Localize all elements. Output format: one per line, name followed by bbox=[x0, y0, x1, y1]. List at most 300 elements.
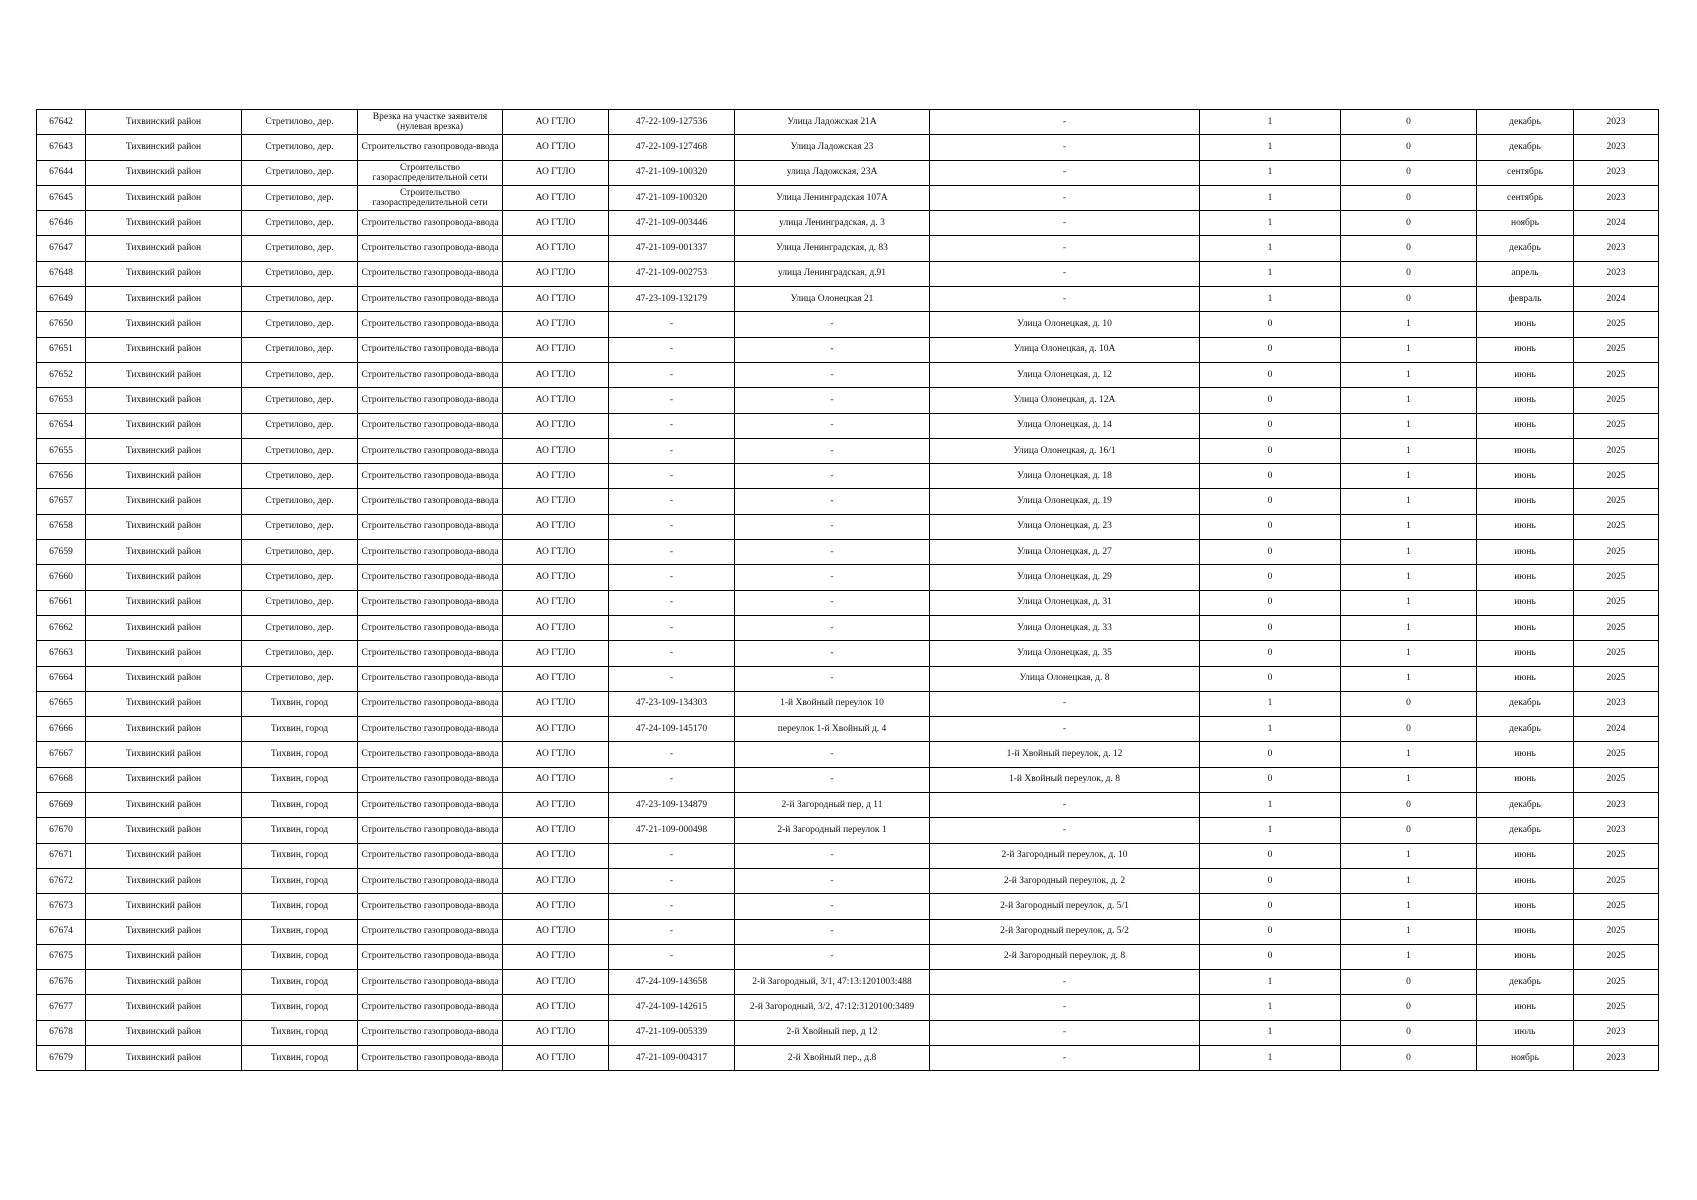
cell-application-number: - bbox=[609, 767, 735, 792]
cell-organization: АО ГТЛО bbox=[503, 666, 609, 691]
cell-count-a: 1 bbox=[1200, 160, 1341, 185]
cell-year: 2025 bbox=[1574, 868, 1659, 893]
cell-count-a: 0 bbox=[1200, 489, 1341, 514]
cell-application-number: - bbox=[609, 944, 735, 969]
cell-year: 2025 bbox=[1574, 742, 1659, 767]
cell-year: 2025 bbox=[1574, 919, 1659, 944]
cell-address: Улица Ладожская 23 bbox=[735, 135, 930, 160]
cell-district: Тихвинский район bbox=[86, 438, 242, 463]
cell-application-number: - bbox=[609, 388, 735, 413]
cell-id: 67654 bbox=[37, 413, 86, 438]
cell-district: Тихвинский район bbox=[86, 590, 242, 615]
cell-district: Тихвинский район bbox=[86, 540, 242, 565]
cell-month: декабрь bbox=[1477, 110, 1574, 135]
cell-application-number: - bbox=[609, 742, 735, 767]
cell-organization: АО ГТЛО bbox=[503, 388, 609, 413]
cell-work-type: Строительство газопровода-ввода bbox=[358, 767, 503, 792]
cell-count-b: 1 bbox=[1341, 641, 1477, 666]
cell-count-a: 1 bbox=[1200, 110, 1341, 135]
cell-id: 67679 bbox=[37, 1045, 86, 1070]
table-row bbox=[37, 944, 1659, 969]
cell-planned-address: - bbox=[930, 135, 1200, 160]
table-row bbox=[37, 261, 1659, 286]
cell-district: Тихвинский район bbox=[86, 970, 242, 995]
cell-count-b: 0 bbox=[1341, 691, 1477, 716]
cell-month: июнь bbox=[1477, 843, 1574, 868]
cell-organization: АО ГТЛО bbox=[503, 818, 609, 843]
cell-work-type: Строительство газопровода-ввода bbox=[358, 666, 503, 691]
table-row bbox=[37, 489, 1659, 514]
cell-work-type: Строительство газопровода-ввода bbox=[358, 236, 503, 261]
cell-work-type: Строительство газопровода-ввода bbox=[358, 362, 503, 387]
cell-settlement: Тихвин, город bbox=[242, 894, 358, 919]
cell-address: - bbox=[735, 337, 930, 362]
cell-year: 2025 bbox=[1574, 362, 1659, 387]
cell-planned-address: - bbox=[930, 110, 1200, 135]
cell-year: 2025 bbox=[1574, 995, 1659, 1020]
table-row bbox=[37, 337, 1659, 362]
cell-count-a: 1 bbox=[1200, 287, 1341, 312]
cell-settlement: Стретилово, дер. bbox=[242, 590, 358, 615]
cell-work-type: Строительство газопровода-ввода bbox=[358, 312, 503, 337]
cell-year: 2025 bbox=[1574, 464, 1659, 489]
cell-settlement: Тихвин, город bbox=[242, 970, 358, 995]
cell-address: - bbox=[735, 894, 930, 919]
cell-address: - bbox=[735, 742, 930, 767]
cell-address: - bbox=[735, 438, 930, 463]
cell-count-b: 0 bbox=[1341, 1020, 1477, 1045]
cell-settlement: Тихвин, город bbox=[242, 742, 358, 767]
cell-count-a: 0 bbox=[1200, 413, 1341, 438]
table-row bbox=[37, 362, 1659, 387]
cell-id: 67649 bbox=[37, 287, 86, 312]
cell-month: июнь bbox=[1477, 540, 1574, 565]
cell-application-number: 47-21-109-005339 bbox=[609, 1020, 735, 1045]
cell-organization: АО ГТЛО bbox=[503, 185, 609, 210]
cell-count-a: 0 bbox=[1200, 438, 1341, 463]
cell-count-b: 1 bbox=[1341, 666, 1477, 691]
cell-application-number: - bbox=[609, 641, 735, 666]
cell-settlement: Стретилово, дер. bbox=[242, 540, 358, 565]
cell-month: декабрь bbox=[1477, 691, 1574, 716]
data-table bbox=[36, 109, 1659, 1071]
cell-count-b: 0 bbox=[1341, 160, 1477, 185]
cell-organization: АО ГТЛО bbox=[503, 717, 609, 742]
cell-address: - bbox=[735, 540, 930, 565]
cell-planned-address: Улица Олонецкая, д. 29 bbox=[930, 565, 1200, 590]
cell-year: 2025 bbox=[1574, 413, 1659, 438]
cell-year: 2025 bbox=[1574, 337, 1659, 362]
cell-address: 2-й Хвойный пер, д 12 bbox=[735, 1020, 930, 1045]
cell-year: 2025 bbox=[1574, 615, 1659, 640]
cell-year: 2025 bbox=[1574, 666, 1659, 691]
cell-planned-address: - bbox=[930, 818, 1200, 843]
cell-settlement: Стретилово, дер. bbox=[242, 615, 358, 640]
cell-count-b: 1 bbox=[1341, 944, 1477, 969]
cell-application-number: 47-24-109-143658 bbox=[609, 970, 735, 995]
cell-year: 2025 bbox=[1574, 438, 1659, 463]
cell-planned-address: 1-й Хвойный переулок, д. 8 bbox=[930, 767, 1200, 792]
cell-settlement: Тихвин, город bbox=[242, 793, 358, 818]
cell-settlement: Стретилово, дер. bbox=[242, 464, 358, 489]
cell-district: Тихвинский район bbox=[86, 793, 242, 818]
cell-count-a: 1 bbox=[1200, 818, 1341, 843]
cell-address: 2-й Загородный, 3/2, 47:12:3120100:3489 bbox=[735, 995, 930, 1020]
cell-application-number: - bbox=[609, 894, 735, 919]
cell-district: Тихвинский район bbox=[86, 843, 242, 868]
cell-count-b: 1 bbox=[1341, 514, 1477, 539]
cell-count-b: 1 bbox=[1341, 767, 1477, 792]
cell-district: Тихвинский район bbox=[86, 666, 242, 691]
cell-planned-address: Улица Олонецкая, д. 10А bbox=[930, 337, 1200, 362]
cell-year: 2025 bbox=[1574, 565, 1659, 590]
cell-application-number: 47-21-109-004317 bbox=[609, 1045, 735, 1070]
cell-district: Тихвинский район bbox=[86, 261, 242, 286]
cell-settlement: Стретилово, дер. bbox=[242, 236, 358, 261]
cell-settlement: Стретилово, дер. bbox=[242, 211, 358, 236]
cell-work-type: Врезка на участке заявителя (нулевая врезка) bbox=[358, 110, 503, 135]
table-row bbox=[37, 464, 1659, 489]
cell-count-a: 1 bbox=[1200, 211, 1341, 236]
cell-district: Тихвинский район bbox=[86, 362, 242, 387]
cell-organization: АО ГТЛО bbox=[503, 970, 609, 995]
cell-application-number: - bbox=[609, 312, 735, 337]
cell-address: - bbox=[735, 312, 930, 337]
cell-organization: АО ГТЛО bbox=[503, 565, 609, 590]
cell-organization: АО ГТЛО bbox=[503, 691, 609, 716]
cell-id: 67655 bbox=[37, 438, 86, 463]
cell-month: июнь bbox=[1477, 641, 1574, 666]
cell-count-a: 1 bbox=[1200, 1020, 1341, 1045]
cell-month: июнь bbox=[1477, 388, 1574, 413]
cell-count-b: 1 bbox=[1341, 894, 1477, 919]
cell-count-a: 0 bbox=[1200, 590, 1341, 615]
cell-application-number: - bbox=[609, 919, 735, 944]
cell-count-b: 0 bbox=[1341, 793, 1477, 818]
cell-district: Тихвинский район bbox=[86, 388, 242, 413]
cell-count-b: 1 bbox=[1341, 868, 1477, 893]
cell-year: 2023 bbox=[1574, 185, 1659, 210]
cell-month: июнь bbox=[1477, 666, 1574, 691]
cell-address: - bbox=[735, 615, 930, 640]
cell-id: 67656 bbox=[37, 464, 86, 489]
cell-application-number: - bbox=[609, 565, 735, 590]
cell-settlement: Тихвин, город bbox=[242, 1020, 358, 1045]
cell-count-a: 0 bbox=[1200, 565, 1341, 590]
cell-month: июнь bbox=[1477, 767, 1574, 792]
cell-address: - bbox=[735, 944, 930, 969]
cell-id: 67670 bbox=[37, 818, 86, 843]
cell-organization: АО ГТЛО bbox=[503, 312, 609, 337]
cell-year: 2023 bbox=[1574, 1020, 1659, 1045]
cell-district: Тихвинский район bbox=[86, 185, 242, 210]
cell-application-number: 47-24-109-142615 bbox=[609, 995, 735, 1020]
cell-settlement: Стретилово, дер. bbox=[242, 666, 358, 691]
cell-planned-address: Улица Олонецкая, д. 14 bbox=[930, 413, 1200, 438]
cell-address: - bbox=[735, 767, 930, 792]
cell-month: декабрь bbox=[1477, 793, 1574, 818]
cell-year: 2025 bbox=[1574, 312, 1659, 337]
cell-id: 67671 bbox=[37, 843, 86, 868]
table-row bbox=[37, 388, 1659, 413]
cell-district: Тихвинский район bbox=[86, 464, 242, 489]
cell-address: - bbox=[735, 565, 930, 590]
table-row bbox=[37, 717, 1659, 742]
cell-year: 2025 bbox=[1574, 590, 1659, 615]
cell-year: 2025 bbox=[1574, 970, 1659, 995]
cell-settlement: Стретилово, дер. bbox=[242, 312, 358, 337]
cell-year: 2023 bbox=[1574, 793, 1659, 818]
cell-application-number: - bbox=[609, 615, 735, 640]
cell-count-a: 0 bbox=[1200, 514, 1341, 539]
cell-address: улица Ленинградская, д.91 bbox=[735, 261, 930, 286]
cell-address: - bbox=[735, 590, 930, 615]
table-row bbox=[37, 818, 1659, 843]
cell-id: 67646 bbox=[37, 211, 86, 236]
cell-organization: АО ГТЛО bbox=[503, 362, 609, 387]
cell-id: 67662 bbox=[37, 615, 86, 640]
cell-year: 2024 bbox=[1574, 717, 1659, 742]
cell-organization: АО ГТЛО bbox=[503, 261, 609, 286]
cell-year: 2023 bbox=[1574, 110, 1659, 135]
table-row bbox=[37, 843, 1659, 868]
table-row bbox=[37, 287, 1659, 312]
cell-district: Тихвинский район bbox=[86, 868, 242, 893]
cell-address: улица Ладожская, 23А bbox=[735, 160, 930, 185]
cell-planned-address: 2-й Загородный переулок, д. 2 bbox=[930, 868, 1200, 893]
cell-application-number: - bbox=[609, 413, 735, 438]
cell-organization: АО ГТЛО bbox=[503, 135, 609, 160]
cell-organization: АО ГТЛО bbox=[503, 767, 609, 792]
cell-address: 2-й Загородный переулок 1 bbox=[735, 818, 930, 843]
table-row bbox=[37, 793, 1659, 818]
cell-count-b: 1 bbox=[1341, 565, 1477, 590]
cell-count-a: 0 bbox=[1200, 540, 1341, 565]
cell-settlement: Тихвин, город bbox=[242, 1045, 358, 1070]
cell-address: улица Ленинградская, д. 3 bbox=[735, 211, 930, 236]
table-row bbox=[37, 767, 1659, 792]
cell-planned-address: Улица Олонецкая, д. 18 bbox=[930, 464, 1200, 489]
cell-work-type: Строительство газопровода-ввода bbox=[358, 464, 503, 489]
cell-work-type: Строительство газопровода-ввода bbox=[358, 1020, 503, 1045]
cell-work-type: Строительство газопровода-ввода bbox=[358, 894, 503, 919]
cell-count-a: 0 bbox=[1200, 843, 1341, 868]
cell-work-type: Строительство газопровода-ввода bbox=[358, 970, 503, 995]
cell-count-b: 1 bbox=[1341, 540, 1477, 565]
cell-month: июнь bbox=[1477, 438, 1574, 463]
cell-year: 2023 bbox=[1574, 1045, 1659, 1070]
cell-address: Улица Ленинградская 107А bbox=[735, 185, 930, 210]
cell-id: 67648 bbox=[37, 261, 86, 286]
cell-year: 2025 bbox=[1574, 641, 1659, 666]
cell-address: - bbox=[735, 413, 930, 438]
cell-organization: АО ГТЛО bbox=[503, 919, 609, 944]
cell-settlement: Стретилово, дер. bbox=[242, 514, 358, 539]
cell-work-type: Строительство газопровода-ввода bbox=[358, 1045, 503, 1070]
cell-organization: АО ГТЛО bbox=[503, 540, 609, 565]
cell-work-type: Строительство газопровода-ввода bbox=[358, 337, 503, 362]
cell-application-number: 47-22-109-127536 bbox=[609, 110, 735, 135]
cell-address: Улица Ленинградская, д. 83 bbox=[735, 236, 930, 261]
cell-count-b: 0 bbox=[1341, 717, 1477, 742]
cell-organization: АО ГТЛО bbox=[503, 110, 609, 135]
cell-id: 67645 bbox=[37, 185, 86, 210]
cell-month: июнь bbox=[1477, 337, 1574, 362]
cell-planned-address: - bbox=[930, 995, 1200, 1020]
table-row bbox=[37, 691, 1659, 716]
cell-year: 2025 bbox=[1574, 540, 1659, 565]
cell-count-a: 0 bbox=[1200, 919, 1341, 944]
cell-id: 67676 bbox=[37, 970, 86, 995]
cell-district: Тихвинский район bbox=[86, 337, 242, 362]
cell-district: Тихвинский район bbox=[86, 818, 242, 843]
cell-year: 2023 bbox=[1574, 160, 1659, 185]
table-row bbox=[37, 312, 1659, 337]
cell-count-a: 1 bbox=[1200, 236, 1341, 261]
cell-settlement: Тихвин, город bbox=[242, 691, 358, 716]
cell-count-b: 1 bbox=[1341, 843, 1477, 868]
cell-address: 2-й Хвойный пер., д.8 bbox=[735, 1045, 930, 1070]
cell-month: сентябрь bbox=[1477, 160, 1574, 185]
cell-id: 67651 bbox=[37, 337, 86, 362]
cell-district: Тихвинский район bbox=[86, 894, 242, 919]
cell-work-type: Строительство газораспределительной сети bbox=[358, 185, 503, 210]
table-row bbox=[37, 919, 1659, 944]
cell-id: 67653 bbox=[37, 388, 86, 413]
table-row bbox=[37, 514, 1659, 539]
cell-planned-address: 2-й Загородный переулок, д. 5/1 bbox=[930, 894, 1200, 919]
cell-address: 2-й Загородный, 3/1, 47:13:1201003:488 bbox=[735, 970, 930, 995]
cell-work-type: Строительство газопровода-ввода bbox=[358, 919, 503, 944]
cell-count-b: 1 bbox=[1341, 919, 1477, 944]
cell-organization: АО ГТЛО bbox=[503, 1020, 609, 1045]
cell-month: июнь bbox=[1477, 565, 1574, 590]
table-row bbox=[37, 742, 1659, 767]
cell-id: 67647 bbox=[37, 236, 86, 261]
cell-planned-address: Улица Олонецкая, д. 35 bbox=[930, 641, 1200, 666]
cell-district: Тихвинский район bbox=[86, 413, 242, 438]
cell-year: 2025 bbox=[1574, 767, 1659, 792]
cell-organization: АО ГТЛО bbox=[503, 894, 609, 919]
cell-id: 67652 bbox=[37, 362, 86, 387]
cell-district: Тихвинский район bbox=[86, 717, 242, 742]
table-row bbox=[37, 868, 1659, 893]
cell-district: Тихвинский район bbox=[86, 135, 242, 160]
cell-settlement: Стретилово, дер. bbox=[242, 135, 358, 160]
cell-work-type: Строительство газопровода-ввода bbox=[358, 287, 503, 312]
cell-count-a: 0 bbox=[1200, 464, 1341, 489]
cell-application-number: - bbox=[609, 337, 735, 362]
cell-count-a: 1 bbox=[1200, 185, 1341, 210]
cell-district: Тихвинский район bbox=[86, 1020, 242, 1045]
cell-id: 67668 bbox=[37, 767, 86, 792]
cell-organization: АО ГТЛО bbox=[503, 641, 609, 666]
cell-work-type: Строительство газопровода-ввода bbox=[358, 590, 503, 615]
cell-planned-address: Улица Олонецкая, д. 16/1 bbox=[930, 438, 1200, 463]
cell-count-b: 1 bbox=[1341, 590, 1477, 615]
cell-count-b: 1 bbox=[1341, 388, 1477, 413]
cell-count-b: 0 bbox=[1341, 995, 1477, 1020]
cell-count-a: 0 bbox=[1200, 362, 1341, 387]
cell-settlement: Тихвин, город bbox=[242, 919, 358, 944]
cell-count-a: 1 bbox=[1200, 135, 1341, 160]
cell-count-a: 0 bbox=[1200, 894, 1341, 919]
table-row bbox=[37, 666, 1659, 691]
cell-address: - bbox=[735, 362, 930, 387]
cell-work-type: Строительство газопровода-ввода bbox=[358, 995, 503, 1020]
cell-count-a: 1 bbox=[1200, 1045, 1341, 1070]
cell-count-a: 0 bbox=[1200, 337, 1341, 362]
cell-year: 2023 bbox=[1574, 236, 1659, 261]
cell-address: - bbox=[735, 843, 930, 868]
cell-count-a: 1 bbox=[1200, 261, 1341, 286]
cell-id: 67660 bbox=[37, 565, 86, 590]
cell-organization: АО ГТЛО bbox=[503, 868, 609, 893]
cell-count-a: 0 bbox=[1200, 944, 1341, 969]
cell-count-b: 0 bbox=[1341, 261, 1477, 286]
cell-application-number: - bbox=[609, 489, 735, 514]
cell-settlement: Стретилово, дер. bbox=[242, 641, 358, 666]
cell-address: 1-й Хвойный переулок 10 bbox=[735, 691, 930, 716]
cell-district: Тихвинский район bbox=[86, 995, 242, 1020]
cell-district: Тихвинский район bbox=[86, 767, 242, 792]
cell-settlement: Стретилово, дер. bbox=[242, 362, 358, 387]
cell-month: июнь bbox=[1477, 944, 1574, 969]
cell-month: ноябрь bbox=[1477, 1045, 1574, 1070]
table-row bbox=[37, 211, 1659, 236]
cell-planned-address: - bbox=[930, 793, 1200, 818]
table-row bbox=[37, 160, 1659, 185]
cell-district: Тихвинский район bbox=[86, 489, 242, 514]
cell-address: - bbox=[735, 919, 930, 944]
cell-planned-address: 2-й Загородный переулок, д. 5/2 bbox=[930, 919, 1200, 944]
cell-planned-address: Улица Олонецкая, д. 19 bbox=[930, 489, 1200, 514]
cell-district: Тихвинский район bbox=[86, 312, 242, 337]
cell-settlement: Тихвин, город bbox=[242, 995, 358, 1020]
cell-address: - bbox=[735, 514, 930, 539]
cell-organization: АО ГТЛО bbox=[503, 337, 609, 362]
cell-work-type: Строительство газопровода-ввода bbox=[358, 868, 503, 893]
cell-address: переулок 1-й Хвойный д. 4 bbox=[735, 717, 930, 742]
cell-application-number: 47-21-109-100320 bbox=[609, 160, 735, 185]
cell-district: Тихвинский район bbox=[86, 565, 242, 590]
cell-district: Тихвинский район bbox=[86, 944, 242, 969]
cell-planned-address: - bbox=[930, 1020, 1200, 1045]
cell-id: 67667 bbox=[37, 742, 86, 767]
cell-count-b: 0 bbox=[1341, 287, 1477, 312]
table-row bbox=[37, 565, 1659, 590]
cell-settlement: Стретилово, дер. bbox=[242, 110, 358, 135]
table-row bbox=[37, 615, 1659, 640]
cell-count-b: 1 bbox=[1341, 438, 1477, 463]
cell-year: 2023 bbox=[1574, 135, 1659, 160]
table-row bbox=[37, 236, 1659, 261]
cell-planned-address: Улица Олонецкая, д. 12 bbox=[930, 362, 1200, 387]
cell-work-type: Строительство газопровода-ввода bbox=[358, 818, 503, 843]
cell-district: Тихвинский район bbox=[86, 691, 242, 716]
cell-organization: АО ГТЛО bbox=[503, 843, 609, 868]
cell-count-a: 0 bbox=[1200, 666, 1341, 691]
cell-application-number: - bbox=[609, 868, 735, 893]
cell-organization: АО ГТЛО bbox=[503, 287, 609, 312]
cell-organization: АО ГТЛО bbox=[503, 995, 609, 1020]
table-row bbox=[37, 970, 1659, 995]
cell-planned-address: - bbox=[930, 211, 1200, 236]
cell-month: сентябрь bbox=[1477, 185, 1574, 210]
cell-month: декабрь bbox=[1477, 970, 1574, 995]
cell-count-b: 1 bbox=[1341, 464, 1477, 489]
cell-month: июнь bbox=[1477, 464, 1574, 489]
